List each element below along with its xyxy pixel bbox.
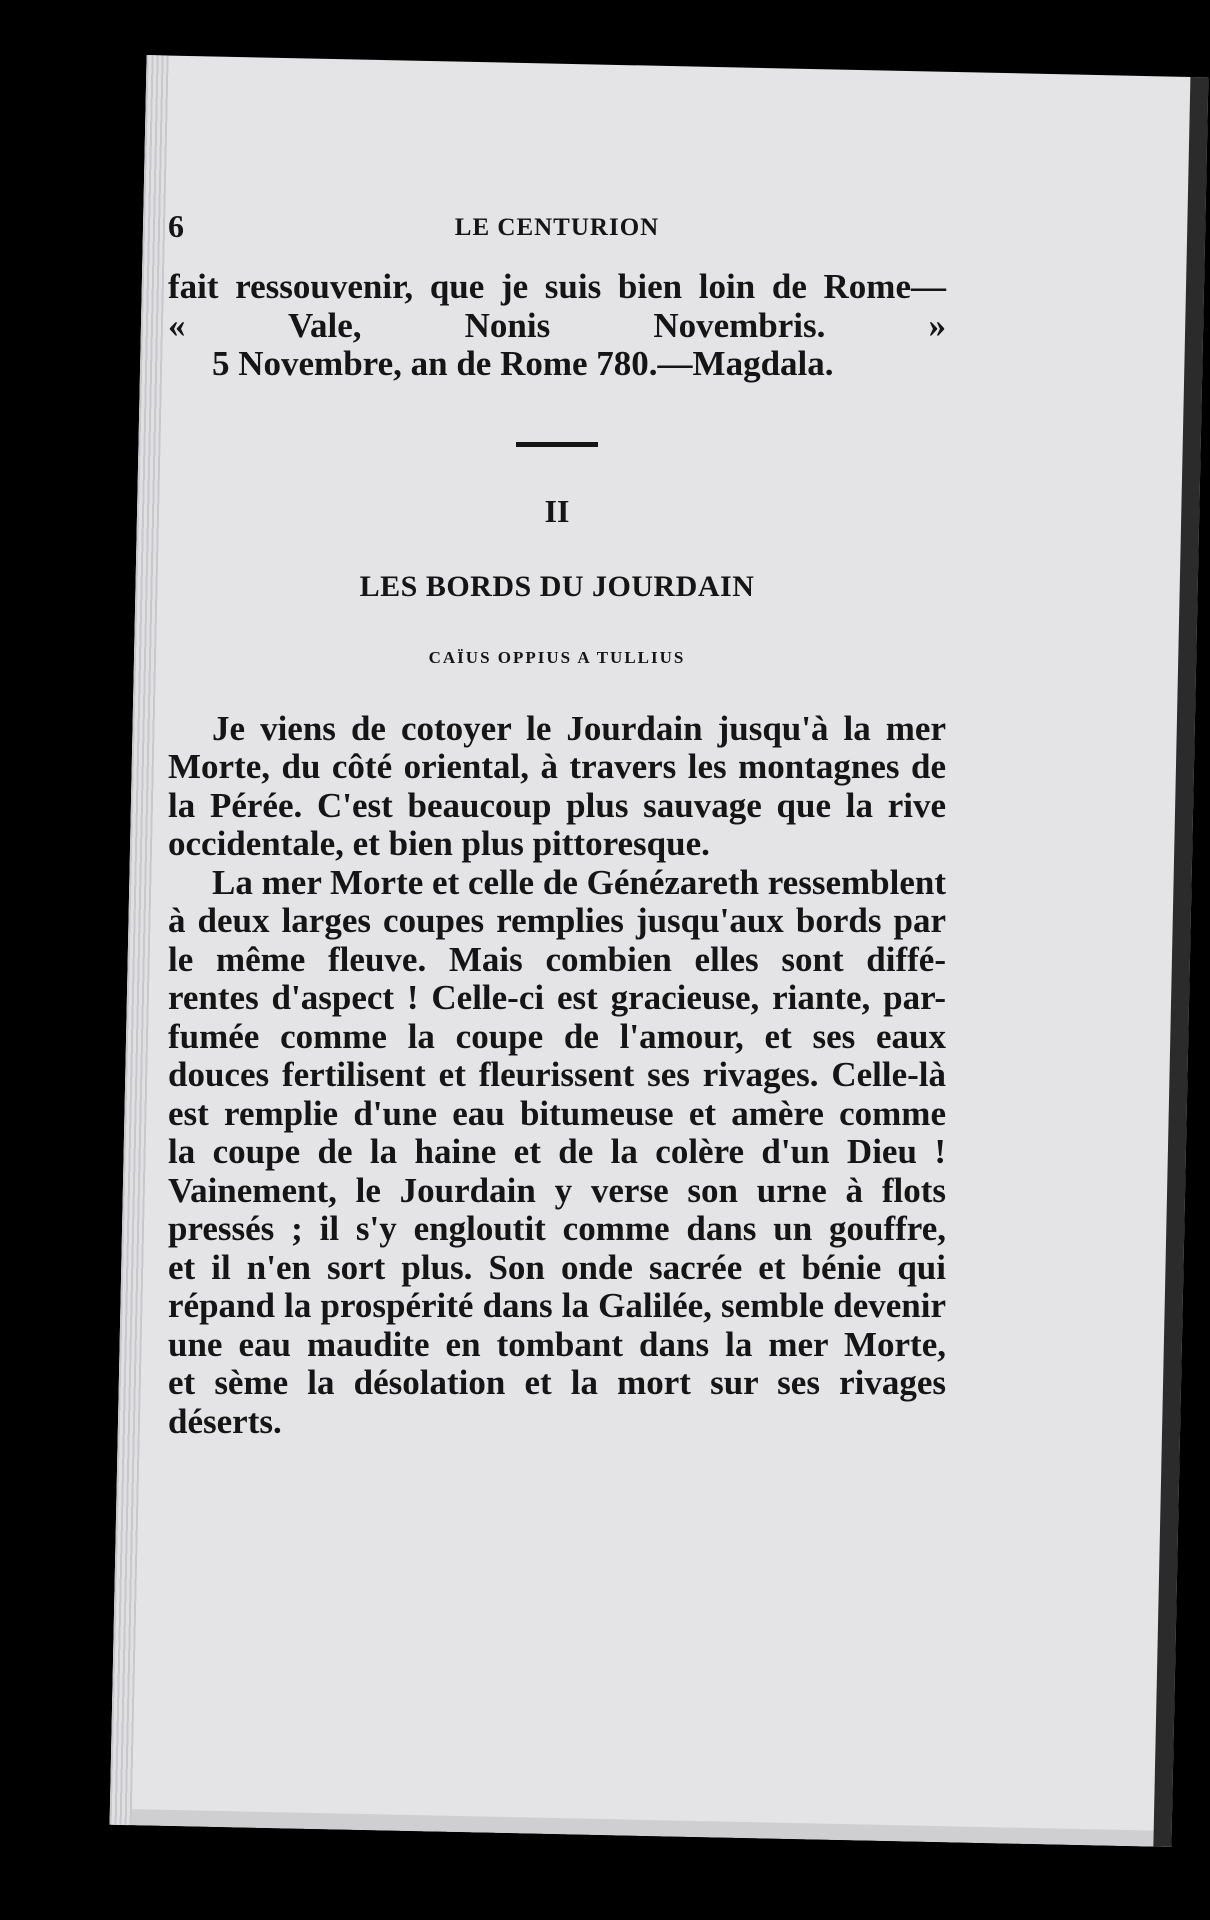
text-line: fumée comme la coupe de l'amour, et ses eaux (168, 1016, 946, 1056)
page-content (168, 198, 946, 1441)
page-gutter (110, 55, 169, 1825)
text-line: pressés ; il s'y engloutit comme dans un gouffre, (168, 1209, 946, 1248)
text-line: Vainement, le Jourdain y verse son urne à flots (168, 1170, 946, 1210)
text-line: une eau maudite en tombant dans la mer Morte, (168, 1324, 946, 1364)
text-line: Je viens de cotoyer le Jourdain jusqu'à la mer (212, 708, 946, 748)
text-line: le même fleuve. Mais combien elles sont diffé- (168, 939, 946, 979)
dateline: 5 Novembre, an de Rome 780.—Magdala. (212, 344, 834, 383)
opening-paragraph (168, 268, 946, 384)
text-line: fait ressouvenir, que je suis bien loin de Rome— (168, 267, 946, 306)
text-line: la Pérée. C'est beaucoup plus sauvage que la rive (168, 785, 946, 825)
paragraph-1 (168, 710, 946, 864)
text-line: « Vale, Nonis Novembris. » (168, 305, 946, 345)
running-title: LE CENTURION (454, 214, 660, 241)
chapter-title: LES BORDS DU JOURDAIN (359, 569, 755, 603)
body-text (168, 710, 946, 1442)
chapter-number: II (544, 492, 570, 529)
section-divider (516, 442, 598, 447)
text-line: et il n'en sort plus. Son onde sacrée et bénie qui (168, 1247, 946, 1287)
text-line: déserts. (168, 1401, 282, 1441)
text-line: la coupe de la haine et de la colère d'un Dieu ! (168, 1132, 946, 1171)
page-edge (1153, 77, 1208, 1847)
paragraph-2 (168, 864, 946, 1442)
text-line: La mer Morte et celle de Génézareth ressemblent (212, 862, 946, 902)
chapter-subtitle: CAÏUS OPPIUS A TULLIUS (428, 647, 686, 667)
text-line: douces fertilisent et fleurissent ses rivages. Celle-là (168, 1055, 946, 1094)
text-line: à deux larges coupes remplies jusqu'aux bords par (168, 901, 946, 940)
text-line: est remplie d'une eau bitumeuse et amère comme (168, 1093, 946, 1133)
text-line: répand la prospérité dans la Galilée, semble devenir (168, 1286, 946, 1325)
running-head (168, 198, 946, 268)
page-number: 6 (168, 208, 184, 244)
text-line: et sème la désolation et la mort sur ses rivages (168, 1363, 946, 1402)
text-line: rentes d'aspect ! Celle-ci est gracieuse, riante, par- (168, 978, 946, 1017)
text-line: occidentale, et bien plus pittoresque. (168, 824, 710, 863)
text-line: Morte, du côté oriental, à travers les montagnes de (168, 747, 946, 786)
